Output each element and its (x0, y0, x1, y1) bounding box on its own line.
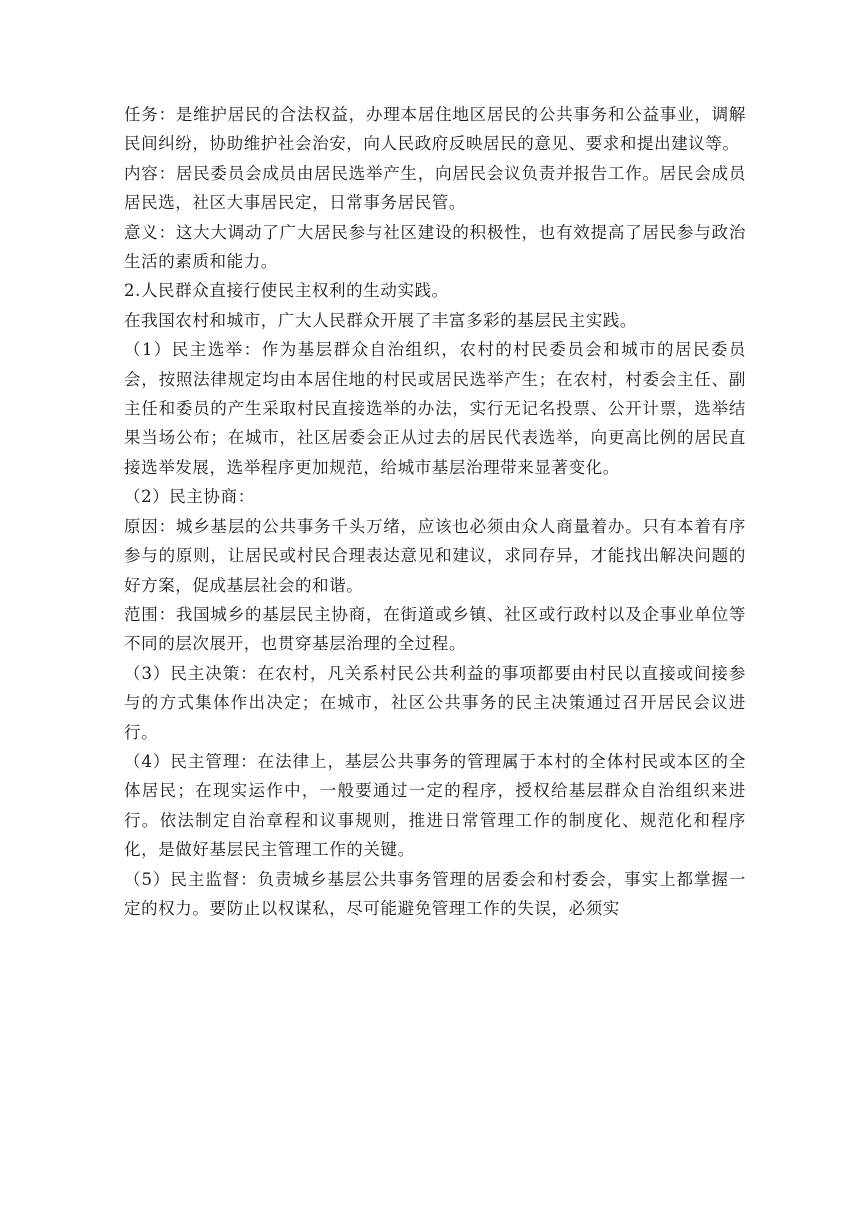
paragraph-scope: 范围：我国城乡的基层民主协商，在街道或乡镇、社区或行政村以及企事业单位等不同的层次展开，也贯穿基层治理的全过程。 (124, 604, 746, 654)
paragraph-democratic-consultation: （2）民主协商： (124, 487, 255, 507)
paragraph-reason: 原因：城乡基层的公共事务千头万绪，应该也必须由众人商量着办。只有本着有序参与的原则，让居民或村民合理表达意见和建议，求同存异，才能找出解决问题的好方案，促成基层社会的和谐。 (124, 516, 746, 595)
paragraph-democratic-supervision: （5）民主监督：负责城乡基层公共事务管理的居委会和村委会，事实上都掌握一定的权力。要防止以权谋私，尽可能避免管理工作的失误，必须实 (124, 869, 746, 918)
section-heading: 2.人民群众直接行使民主权利的生动实践。 (124, 281, 449, 301)
paragraph-significance: 意义：这大大调动了广大居民参与社区建设的积极性，也有效提高了居民参与政治生活的素质和能力。 (124, 222, 746, 272)
paragraph-intro: 在我国农村和城市，广大人民群众开展了丰富多彩的基层民主实践。 (124, 310, 637, 330)
document-body (124, 100, 746, 923)
paragraph-democratic-management: （4）民主管理：在法律上，基层公共事务的管理属于本村的全体村民或本区的全体居民；在现实运作中，一般要通过一定的程序，授权给基层群众自治组织来进行。依法制定自治章程和议事规则，推进日常管理工作的制度化、规范化和程序化，是做好基层民主管理工作的关键。 (124, 751, 746, 860)
paragraph-content: 内容：居民委员会成员由居民选举产生，向居民会议负责并报告工作。居民会成员居民选，社区大事居民定，日常事务居民管。 (124, 163, 746, 213)
paragraph-democratic-decision: （3）民主决策：在农村，凡关系村民公共利益的事项都要由村民以直接或间接参与的方式集体作出决定；在城市，社区公共事务的民主决策通过召开居民会议进行。 (124, 663, 746, 742)
paragraph-democratic-election: （1）民主选举：作为基层群众自治组织，农村的村民委员会和城市的居民委员会，按照法律规定均由本居住地的村民或居民选举产生；在农村，村委会主任、副主任和委员的产生采取村民直接选举的办法，实行无记名投票、公开计票，选举结果当场公布；在城市，社区居委会正从过去的居民代表选举，向更高比例的居民直接选举发展，选举程序更加规范，给城市基层治理带来显著变化。 (124, 340, 746, 477)
paragraph-task: 任务：是维护居民的合法权益，办理本居住地区居民的公共事务和公益事业，调解民间纠纷，协助维护社会治安，向人民政府反映居民的意见、要求和提出建议等。 (124, 105, 746, 154)
